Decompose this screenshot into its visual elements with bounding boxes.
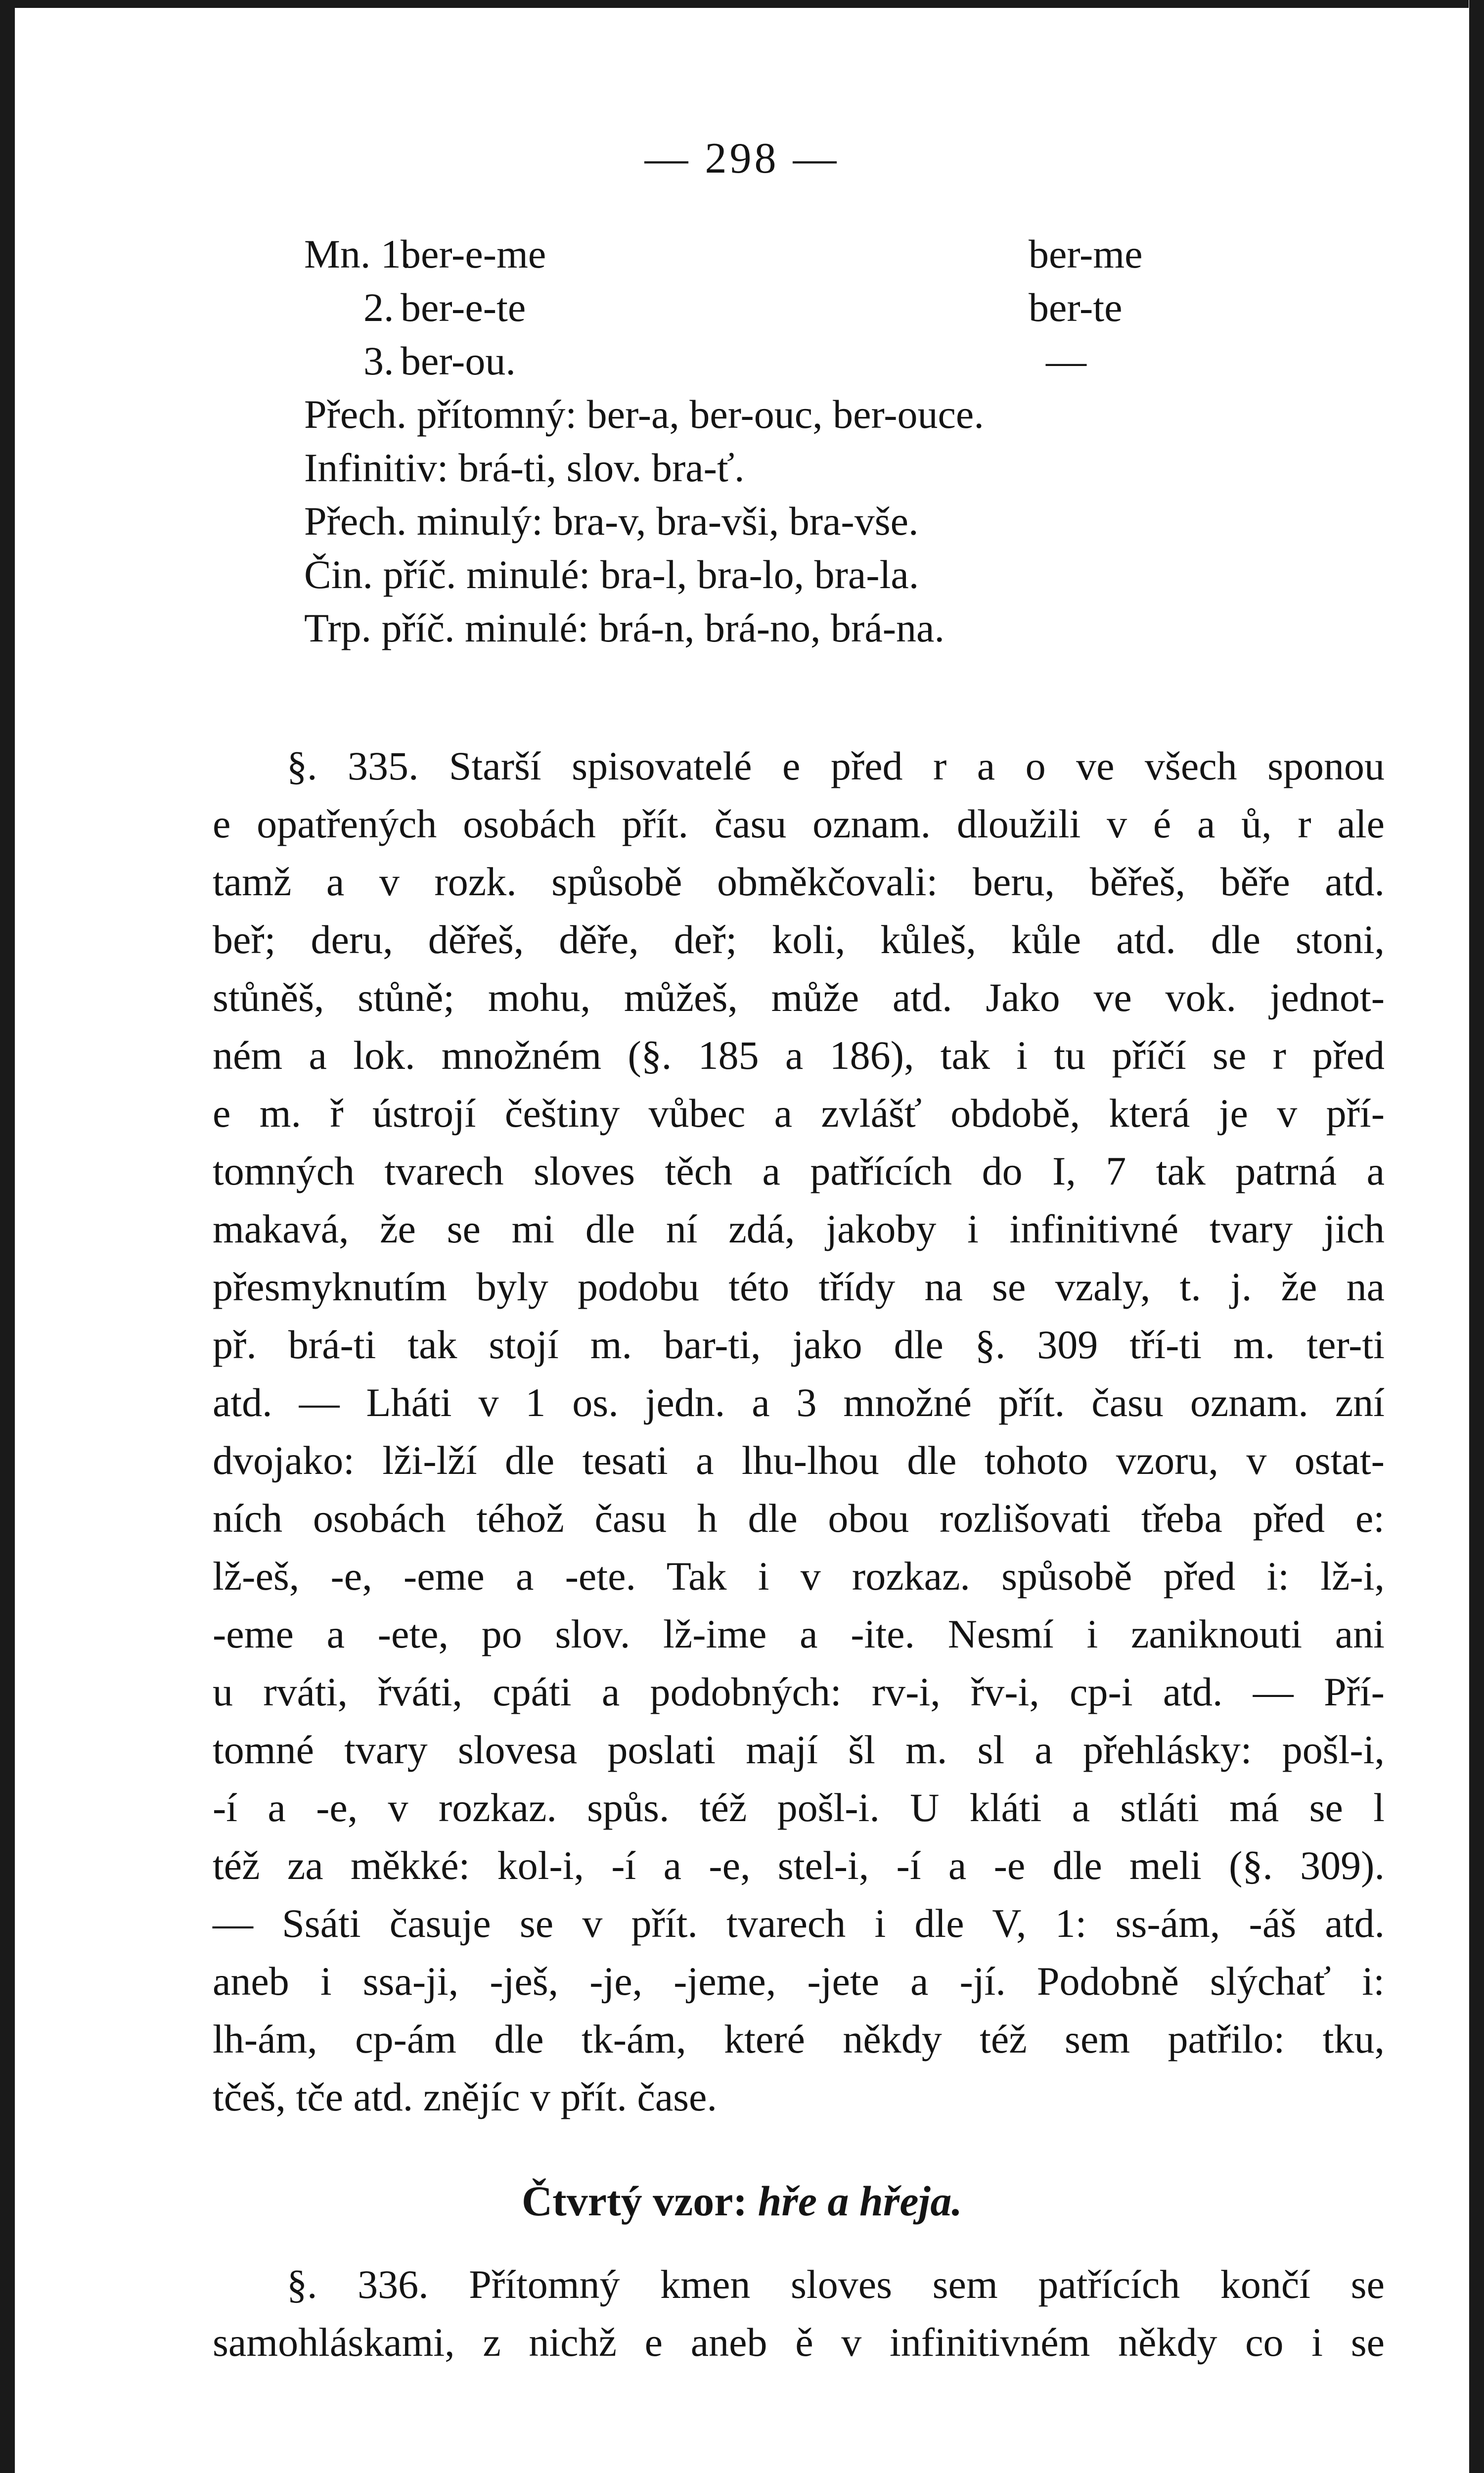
text-line: u rváti, řváti, cpáti a podobných: rv-i, řv-i, cp-i atd. — Pří- [213,1669,1385,1714]
conjugation-label: Mn. 1. [304,231,411,276]
text-line: samohláskami, z nichž e aneb ě v infinitivném někdy co i se [213,2320,1385,2365]
text-line: též za měkké: kol-i, -í a -e, stel-i, -í a -e dle meli (§. 309). [213,1843,1385,1888]
text-line: ních osobách téhož času h dle obou rozlišovati třeba před e: [213,1496,1385,1541]
conjugation-form: ber-ou. [401,338,516,383]
scan-border-left [0,0,15,2473]
text-line: aneb i ssa-ji, -ješ, -je, -jeme, -jete a -jí. Podobně slýchať i: [213,1959,1385,2004]
text-line: tčeš, tče atd. znějíc v přít. čase. [213,2074,717,2119]
text-line: §. 335. Starší spisovatelé e před r a o ve všech sponou [287,743,1385,788]
text-line: přesmyknutím byly podobu této třídy na se vzaly, t. j. že na [213,1264,1385,1309]
scan-border-top [15,0,1469,8]
text-line: -eme a -ete, po slov. lž-ime a -ite. Nesmí i zaniknouti ani [213,1611,1385,1656]
paragraph-335 [213,737,1385,2126]
conjugation-row [304,228,1392,281]
conjugation-row [304,334,1392,388]
conjugation-table [304,228,1392,655]
text-line: tomných tvarech sloves těch a patřících do I, 7 tak patrná a [213,1148,1385,1193]
conjugation-form: ber-e-te [401,285,526,330]
text-line: e m. ř ústrojí češtiny vůbec a zvlášť obdobě, která je v pří- [213,1091,1385,1136]
text-line: §. 336. Přítomný kmen sloves sem patřících končí se [287,2262,1385,2307]
conjugation-label: 2. [363,285,394,330]
conjugation-row [304,281,1392,334]
section-heading [0,2176,1484,2226]
conjugation-line: Čin. příč. minulé: bra-l, bra-lo, bra-la. [304,552,919,597]
text-line: ném a lok. množném (§. 185 a 186), tak i tu příčí se r před [213,1033,1385,1078]
page-number: — 298 — [644,135,840,183]
conjugation-form: ber-e-me [401,231,546,276]
text-line: — Ssáti časuje se v přít. tvarech i dle V, 1: ss-ám, -áš atd. [213,1901,1385,1946]
heading-title: hře a hřeja. [758,2177,962,2225]
conjugation-alt-form: ber-me [1029,231,1143,276]
text-line: př. brá-ti tak stojí m. bar-ti, jako dle §. 309 tří-ti m. ter-ti [213,1322,1385,1367]
text-line: makavá, že se mi dle ní zdá, jakoby i infinitivné tvary jich [213,1206,1385,1251]
conjugation-label: 3. [363,338,394,383]
text-line: beř; deru, děřeš, děře, deř; koli, kůleš, kůle atd. dle stoni, [213,917,1385,962]
conjugation-line: Infinitiv: brá-ti, slov. bra-ť. [304,445,745,490]
text-line: tomné tvary slovesa poslati mají šl m. sl a přehlásky: pošl-i, [213,1727,1385,1772]
text-line: stůněš, stůně; mohu, můžeš, může atd. Jako ve vok. jednot- [213,975,1385,1020]
conjugation-alt-form: — [1046,338,1086,383]
text-line: lh-ám, cp-ám dle tk-ám, které někdy též sem patřilo: tku, [213,2016,1385,2061]
text-line: dvojako: lži-lží dle tesati a lhu-lhou dle tohoto vzoru, v ostat- [213,1438,1385,1483]
text-line: atd. — Lháti v 1 os. jedn. a 3 množné přít. času oznam. zní [213,1380,1385,1425]
conjugation-line: Přech. přítomný: ber-a, ber-ouc, ber-ouce. [304,392,984,437]
conjugation-line: Trp. příč. minulé: brá-n, brá-no, brá-na. [304,605,944,650]
conjugation-alt-form: ber-te [1029,285,1123,330]
scan-border-right [1469,0,1484,2473]
heading-prefix: Čtvrtý vzor: [522,2177,748,2225]
text-line: e opatřených osobách přít. času oznam. dloužili v é a ů, r ale [213,801,1385,846]
text-line: -í a -e, v rozkaz. spůs. též pošl-i. U kláti a stláti má se l [213,1785,1385,1830]
text-line: lž-eš, -e, -eme a -ete. Tak i v rozkaz. spůsobě před i: lž-i, [213,1554,1385,1599]
text-line: tamž a v rozk. spůsobě obměkčovali: beru, běřeš, běře atd. [213,859,1385,904]
conjugation-line: Přech. minulý: bra-v, bra-vši, bra-vše. [304,499,919,544]
paragraph-336 [213,2255,1385,2371]
